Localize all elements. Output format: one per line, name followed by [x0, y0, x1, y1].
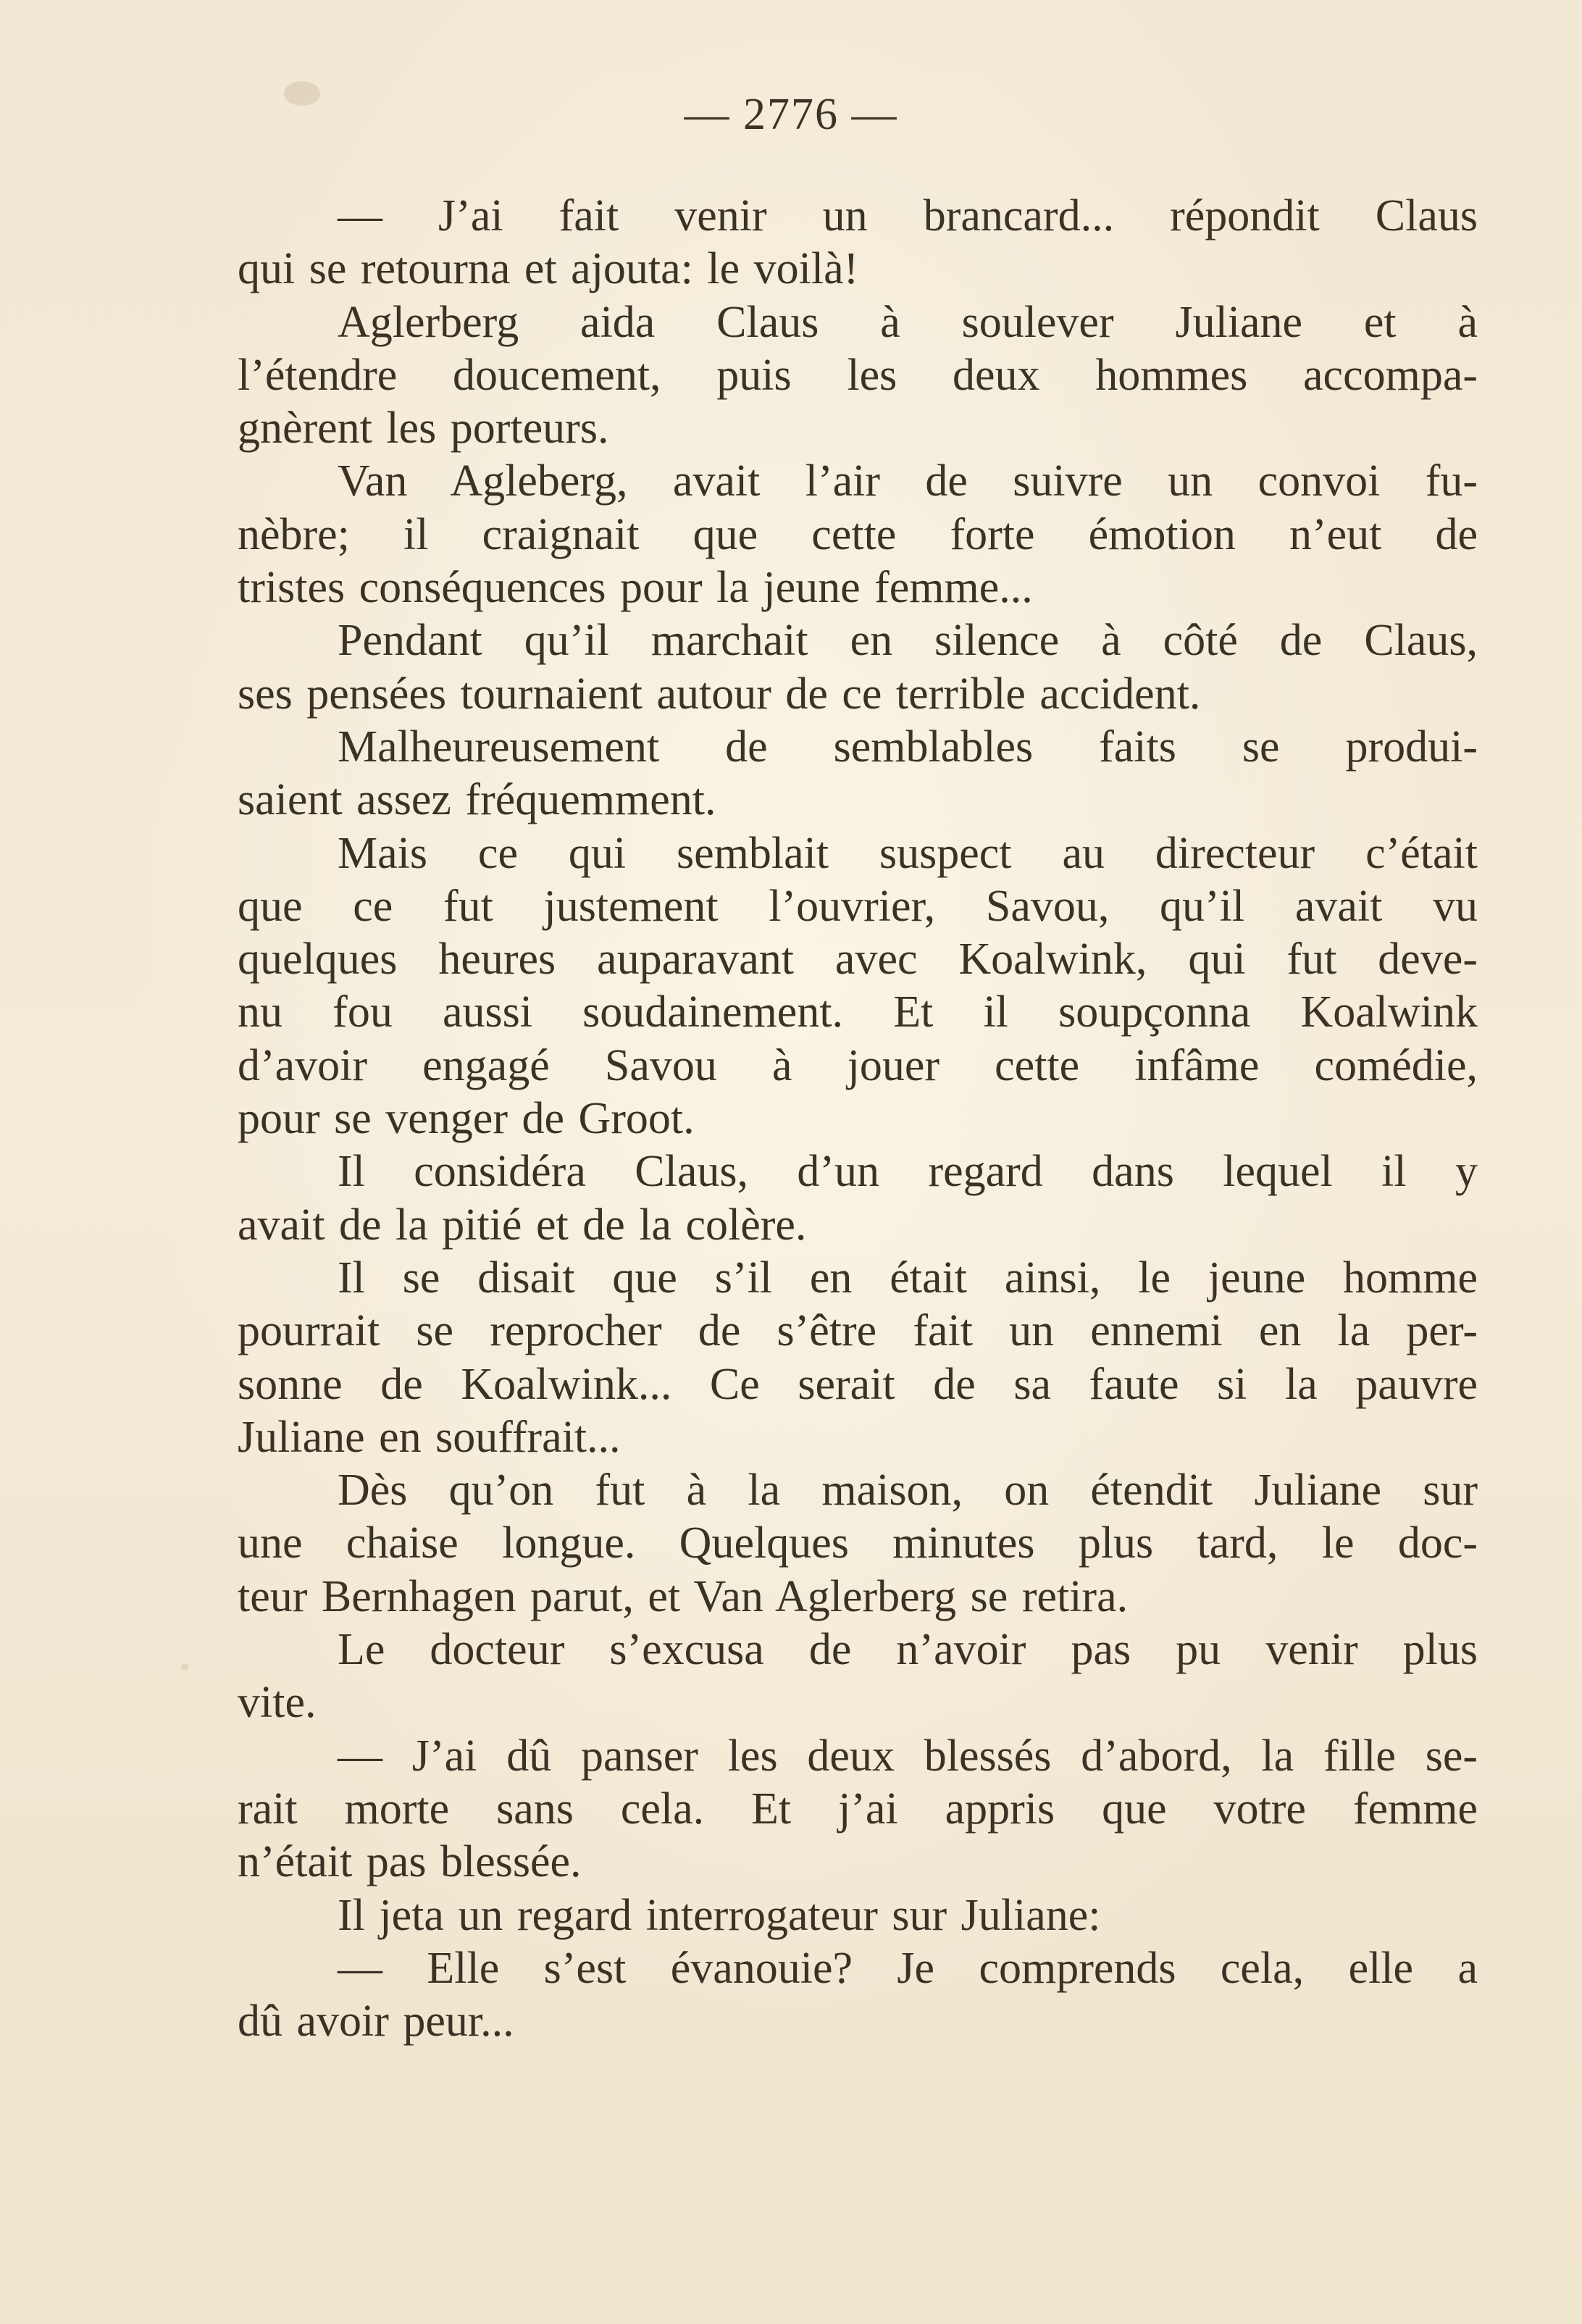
text-line: une chaise longue. Quelques minutes plus tard, le doc- [238, 1518, 1478, 1568]
text-line: nèbre; il craignait que cette forte émotion n’eut de [238, 509, 1478, 559]
text-line: ses pensées tournaient autour de ce terrible accident. [238, 669, 1201, 719]
text-line: — Elle s’est évanouie? Je comprends cela, elle a [338, 1943, 1478, 1993]
text-line: Malheureusement de semblables faits se produi- [338, 722, 1478, 772]
text-line: Mais ce qui semblait suspect au directeur c’était [338, 828, 1478, 878]
text-line: d’avoir engagé Savou à jouer cette infâme comédie, [238, 1040, 1478, 1090]
text-line: dû avoir peur... [238, 1997, 514, 2047]
text-line: Juliane en souffrait... [238, 1412, 621, 1462]
text-line: Van Agleberg, avait l’air de suivre un convoi fu- [338, 456, 1478, 506]
page-number: — 2776 — [684, 90, 898, 139]
text-line: teur Bernhagen parut, et Van Aglerberg se retira. [238, 1571, 1129, 1621]
text-line: gnèrent les porteurs. [238, 404, 609, 453]
text-line: Dès qu’on fut à la maison, on étendit Juliane sur [338, 1466, 1478, 1516]
text-line: l’étendre doucement, puis les deux hommes accompa- [238, 350, 1478, 400]
paper-stain [181, 1663, 188, 1671]
text-line: nu fou aussi soudainement. Et il soupçonna Koalwink [238, 987, 1478, 1037]
text-line: rait morte sans cela. Et j’ai appris que votre femme [238, 1784, 1478, 1834]
text-line: n’était pas blessée. [238, 1837, 582, 1887]
text-line: avait de la pitié et de la colère. [238, 1200, 807, 1250]
text-line: pourrait se reprocher de s’être fait un ennemi en la per- [238, 1306, 1478, 1356]
text-line: Il jeta un regard interrogateur sur Juliane: [338, 1890, 1101, 1940]
text-line: que ce fut justement l’ouvrier, Savou, qu’il avait vu [238, 881, 1478, 931]
text-line: saient assez fréquemment. [238, 775, 716, 825]
text-line: Le docteur s’excusa de n’avoir pas pu venir plus [338, 1625, 1478, 1675]
text-line: Il considéra Claus, d’un regard dans lequel il y [338, 1147, 1478, 1197]
text-line: pour se venger de Groot. [238, 1094, 695, 1144]
text-line: sonne de Koalwink... Ce serait de sa faute si la pauvre [238, 1359, 1478, 1409]
text-line: — J’ai dû panser les deux blessés d’abord, la fille se- [338, 1731, 1478, 1781]
text-line: Pendant qu’il marchait en silence à côté de Claus, [338, 616, 1478, 666]
text-line: qui se retourna et ajouta: le voilà! [238, 244, 859, 294]
text-line: vite. [238, 1678, 317, 1728]
text-line: Aglerberg aida Claus à soulever Juliane et à [338, 297, 1478, 347]
text-line: — J’ai fait venir un brancard... répondit Claus [338, 191, 1478, 241]
text-line: quelques heures auparavant avec Koalwink, qui fut deve- [238, 935, 1478, 985]
text-line: tristes conséquences pour la jeune femme... [238, 563, 1033, 613]
body-text [238, 190, 1478, 2048]
text-line: Il se disait que s’il en était ainsi, le jeune homme [338, 1253, 1478, 1303]
